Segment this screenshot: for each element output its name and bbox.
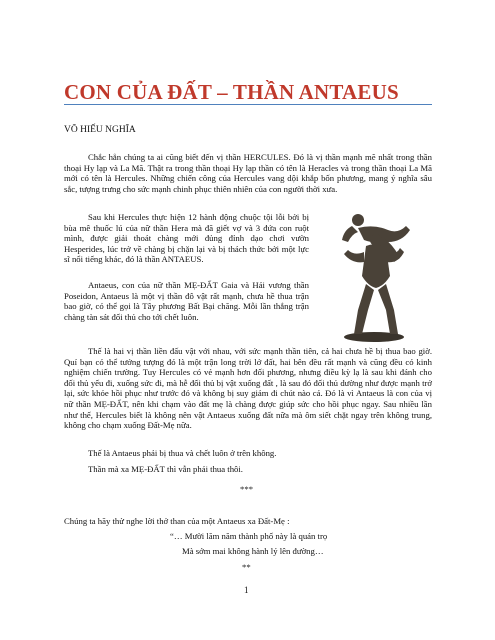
paragraph-2: Sau khi Hercules thực hiện 12 hành động chuộc tội lỗi bởi bị bùa mê thuốc lú của nữ thần Hera mà đã giết vợ và 3 đứa con ruột mình, được giải thoát chàng mới đủng đỉnh dạo chơi vườn Hesperides, lúc trở về chàng bị chặn lại và bị thách thức bởi một lực sĩ nổi tiếng khác, đó là thần ANTAEUS. <box>64 212 309 265</box>
section-separator: *** <box>240 484 254 494</box>
title-underline <box>64 104 432 105</box>
author-name: VÕ HIẾU NGHĨA <box>64 125 136 135</box>
paragraph-1: Chắc hẳn chúng ta ai cũng biết đến vị thần HERCULES. Đó là vị thần mạnh mẽ nhất trong thần thoại Hy lạp và La Mã. Thật ra trong thần thoại Hy lạp thần có tên là Heracles và trong thần thoại La Mã mới có tên là Hercules. Những chiến công của Hercules vang dội khắp bốn phương, mang ý nghĩa sâu sắc, tượng trưng cho sức mạnh chinh phục thiên nhiên của con người thời xưa. <box>64 152 432 194</box>
section-separator-2: ** <box>242 562 251 572</box>
paragraph-6: Thần mà xa MẸ-ĐẤT thì vẫn phải thua thôi. <box>88 464 243 474</box>
intro-line: Chúng ta hãy thử nghe lời thở than của một Antaeus xa Đất-Mẹ : <box>64 516 290 526</box>
hercules-antaeus-statue-image <box>314 206 434 346</box>
paragraph-4: Thế là hai vị thần liền đấu vật với nhau, với sức mạnh thần tiên, cả hai chưa hề bị thua bao giờ. Quí bạn có thể tưởng tượng đó là một trận long trời lở đất, hai bên đều rất mạnh và cũng đều có kinh nghiệm chiến trường. Tuy Hercules có vẻ mạnh hơn đối phương, nhưng điều kỳ lạ là sau khi đánh cho đối thủ yếu đi, xuống sức đi, mà hễ đối thủ bị vật xuống đất , là sau đó đối thủ dường như được mạnh trở lại, sức khỏe hồi phục như trước đó và không bị suy giảm đi chút nào cả. Đó là vì Antaeus là con của vị nữ thần MẸ-ĐẤT, nên khi chạm vào đất mẹ là chàng được giúp sức cho hồi phục ngay. Sau nhiều lần như thế, Hercules biết là không nên vật Antaeus xuống đất nữa mà ôm siết chặt ngay trên không trung, không cho chạm xuống Đất-Mẹ nữa. <box>64 346 432 431</box>
quote-line-2: Mà sớm mai không hành lý lên đường… <box>182 546 324 556</box>
document-title: CON CỦA ĐẤT – THẦN ANTAEUS <box>64 80 399 104</box>
paragraph-5: Thế là Antaeus phải bị thua và chết luôn ở trên không. <box>88 448 277 458</box>
page-number: 1 <box>244 585 249 595</box>
paragraph-3: Antaeus, con của nữ thần MẸ-ĐẤT Gaia và Hải vương thần Poseidon, Antaeus là một vị thần đô vật rất mạnh, chưa hề thua trận bao giờ, có thể gọi là Tây phương Bất Bại chăng. Mỗi lần thắng trận chàng tàn sát đối thủ cho tới chết luôn. <box>64 280 309 322</box>
quote-line-1: “… Mười lăm năm thành phố này là quán trọ <box>170 531 328 541</box>
